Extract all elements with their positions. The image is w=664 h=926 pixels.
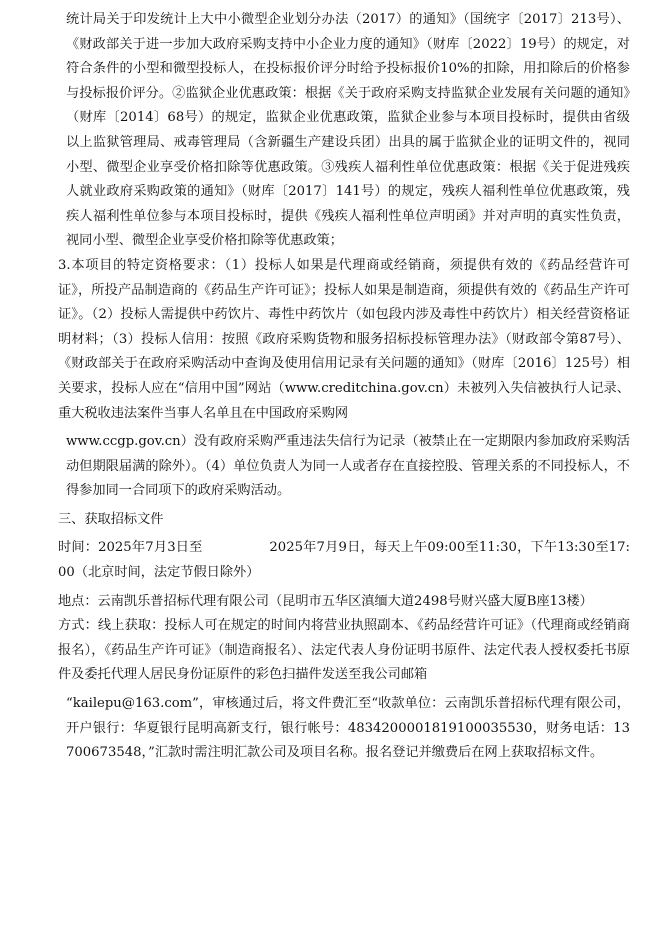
credit-record-paragraph: www.ccgp.gov.cn）没有政府采购严重违法失信行为记录（被禁止在一定期限内参加政府采购活动但期限届满的除外）。（4）单位负责人为同一人或者存在直接控股、管理关系的不同投标人，不得参加同一合同项下的政府采购活动。 <box>66 434 630 499</box>
section-heading: 三、获取招标文件 <box>58 511 164 527</box>
location-line: 地点：云南凯乐普招标代理有限公司（昆明市五华区滇缅大道2498号财兴盛大厦B座13楼） <box>58 593 593 609</box>
preferential-policy-paragraph: 统计局关于印发统计上大中小微型企业划分办法（2017）的通知》（国统字〔2017〕213号）、《财政部关于进一步加大政府采购支持中小企业力度的通知》（财库〔2022〕19号）的规定，对符合条件的小型和微型投标人，在投标报价评分时给予投标报价10%的扣除，用扣除后的价格参与投标报价评分。②监狱企业优惠政策：根据《关于政府采购支持监狱企业发展有关问题的通知》（财库〔2014〕68号）的规定，监狱企业优惠政策，监狱企业参与本项目投标时，提供由省级以上监狱管理局、戒毒管理局（含新疆生产建设兵团）出具的属于监狱企业的证明文件的，视同小型、微型企业享受价格扣除等优惠政策。③残疾人福利性单位优惠政策：根据《关于促进残疾人就业政府采购政策的通知》（财库〔2017〕141号）的规定，残疾人福利性单位优惠政策，残疾人福利性单位参与本项目投标时，提供《残疾人福利性单位声明函》并对声明的真实性负责，视同小型、微型企业享受价格扣除等优惠政策； <box>66 12 630 249</box>
method-line: 方式：线上获取：投标人可在规定的时间内将营业执照副本、《药品经营许可证》（代理商或经销商报名），《药品生产许可证》（制造商报名）、法定代表人身份证明书原件、法定代表人授权委托书原件及委托代理人居民身份证原件的彩色扫描件发送至我公司邮箱 <box>58 618 630 683</box>
time-line: 时间：2025年7月3日至 2025年7月9日，每天上午09:00至11:30，下午13:30至17:00（北京时间，法定节假日除外） <box>58 540 630 581</box>
email-payment-line: “kailepu@163.com”，审核通过后，将文件费汇至“收款单位：云南凯乐普招标代理有限公司，开户银行：华夏银行昆明高新支行，银行帐号：4834200001819100035530，财务电话：13700673548，”汇款时需注明汇款公司及项目名称。报名登记并缴费后在网上获取招标文件。 <box>66 696 630 761</box>
specific-qualification-paragraph: 3.本项目的特定资格要求：（1）投标人如果是代理商或经销商，须提供有效的《药品经营许可证》，所投产品制造商的《药品生产许可证》；投标人如果是制造商，须提供有效的《药品生产许可证》。（2）投标人需提供中药饮片、毒性中药饮片（如包段内涉及毒性中药饮片）相关经营资格证明材料；（3）投标人信用：按照《政府采购货物和服务招标投标管理办法》（财政部令第87号）、《财政部关于在政府采购活动中查询及使用信用记录有关问题的通知》（财库〔2016〕125号）相关要求，投标人应在“信用中国”网站（www.creditchina.gov.cn）未被列入失信被执行人记录、重大税收违法案件当事人名单且在中国政府采购网 <box>58 257 630 421</box>
